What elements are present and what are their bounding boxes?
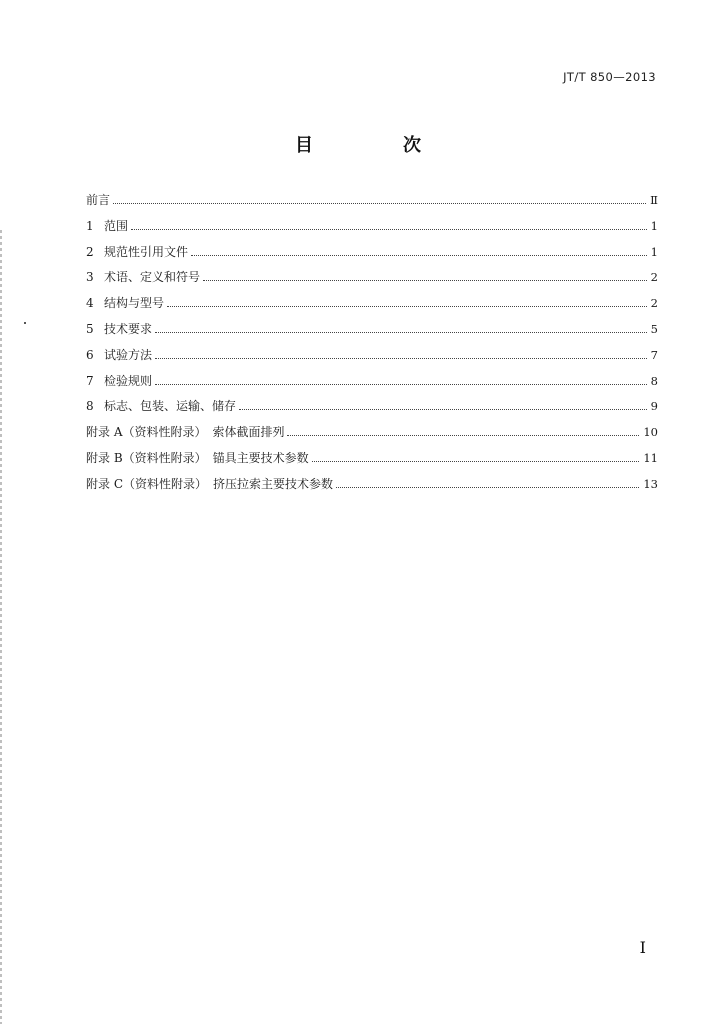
scan-edge bbox=[0, 230, 2, 1024]
toc-entry-text: 规范性引用文件 bbox=[104, 244, 189, 259]
scan-speck bbox=[24, 322, 26, 324]
toc-dot-leader bbox=[131, 229, 647, 230]
toc-dot-leader bbox=[336, 487, 639, 488]
toc-dot-leader bbox=[155, 384, 647, 385]
toc-dot-leader bbox=[155, 358, 647, 359]
toc-entry-page: 2 bbox=[650, 270, 658, 285]
page-number: Ⅰ bbox=[639, 938, 646, 957]
toc-entry[interactable] bbox=[86, 240, 658, 266]
toc-entry-number: 6 bbox=[86, 347, 94, 362]
toc-entry-number: 5 bbox=[86, 321, 94, 336]
toc-dot-leader bbox=[203, 280, 647, 281]
toc-entry-text: 技术要求 bbox=[104, 321, 153, 336]
toc-entry-label bbox=[86, 446, 312, 472]
toc-entry-label bbox=[86, 240, 191, 266]
toc-dot-leader bbox=[113, 203, 646, 204]
toc-entry[interactable] bbox=[86, 369, 658, 395]
toc-dot-leader bbox=[287, 435, 639, 436]
toc-entry[interactable] bbox=[86, 214, 658, 240]
toc-entry-label bbox=[86, 394, 239, 420]
toc-entry-label bbox=[86, 291, 167, 317]
toc-entry-page: 11 bbox=[643, 450, 658, 465]
toc-entry-page: Ⅱ bbox=[650, 193, 658, 207]
toc-entry-number: 3 bbox=[86, 270, 94, 285]
standard-code: JT/T 850—2013 bbox=[563, 70, 656, 84]
toc-entry[interactable] bbox=[86, 394, 658, 420]
toc-entry-label bbox=[86, 188, 113, 214]
toc-entry-text: 术语、定义和符号 bbox=[104, 270, 201, 285]
toc-entry-page: 9 bbox=[650, 399, 658, 414]
toc-entry-page: 1 bbox=[650, 244, 658, 259]
toc-entry-page: 13 bbox=[643, 476, 658, 491]
toc-entry-label bbox=[86, 472, 336, 498]
toc-entry-text: 附录 A（资料性附录） 索体截面排列 bbox=[86, 425, 285, 440]
toc-dot-leader bbox=[312, 461, 640, 462]
toc-entry-number: 4 bbox=[86, 296, 94, 311]
toc-list bbox=[86, 188, 658, 498]
toc-entry[interactable] bbox=[86, 446, 658, 472]
toc-entry[interactable] bbox=[86, 343, 658, 369]
toc-entry[interactable] bbox=[86, 265, 658, 291]
toc-entry-label bbox=[86, 420, 287, 446]
toc-entry[interactable] bbox=[86, 317, 658, 343]
toc-entry-page: 7 bbox=[650, 347, 658, 362]
toc-entry-text: 前言 bbox=[86, 193, 111, 207]
toc-dot-leader bbox=[167, 306, 647, 307]
toc-entry-page: 10 bbox=[643, 425, 658, 440]
toc-entry-text: 附录 B（资料性附录） 锚具主要技术参数 bbox=[86, 450, 309, 465]
toc-entry-text: 结构与型号 bbox=[104, 296, 165, 311]
toc-entry-text: 试验方法 bbox=[104, 347, 153, 362]
toc-entry-number: 1 bbox=[86, 218, 94, 233]
toc-entry-label bbox=[86, 343, 155, 369]
toc-dot-leader bbox=[239, 409, 647, 410]
toc-entry-number: 7 bbox=[86, 373, 94, 388]
toc-dot-leader bbox=[191, 255, 647, 256]
toc-entry-page: 1 bbox=[650, 218, 658, 233]
toc-entry-text: 范围 bbox=[104, 218, 129, 233]
toc-entry-label bbox=[86, 317, 155, 343]
toc-entry-label bbox=[86, 265, 203, 291]
toc-entry[interactable] bbox=[86, 420, 658, 446]
toc-entry-text: 检验规则 bbox=[104, 373, 153, 388]
toc-entry-label bbox=[86, 214, 131, 240]
toc-entry-page: 5 bbox=[650, 321, 658, 336]
toc-entry[interactable] bbox=[86, 472, 658, 498]
toc-entry-page: 8 bbox=[650, 373, 658, 388]
toc-title: 目 次 bbox=[295, 135, 457, 156]
toc-dot-leader bbox=[155, 332, 647, 333]
toc-entry-number: 2 bbox=[86, 244, 94, 259]
toc-entry-number: 8 bbox=[86, 399, 94, 414]
toc-entry-text: 附录 C（资料性附录） 挤压拉索主要技术参数 bbox=[86, 476, 333, 491]
toc-entry[interactable] bbox=[86, 188, 658, 214]
toc-entry-label bbox=[86, 369, 155, 395]
toc-entry-text: 标志、包装、运输、储存 bbox=[104, 399, 237, 414]
toc-entry[interactable] bbox=[86, 291, 658, 317]
toc-entry-page: 2 bbox=[650, 296, 658, 311]
